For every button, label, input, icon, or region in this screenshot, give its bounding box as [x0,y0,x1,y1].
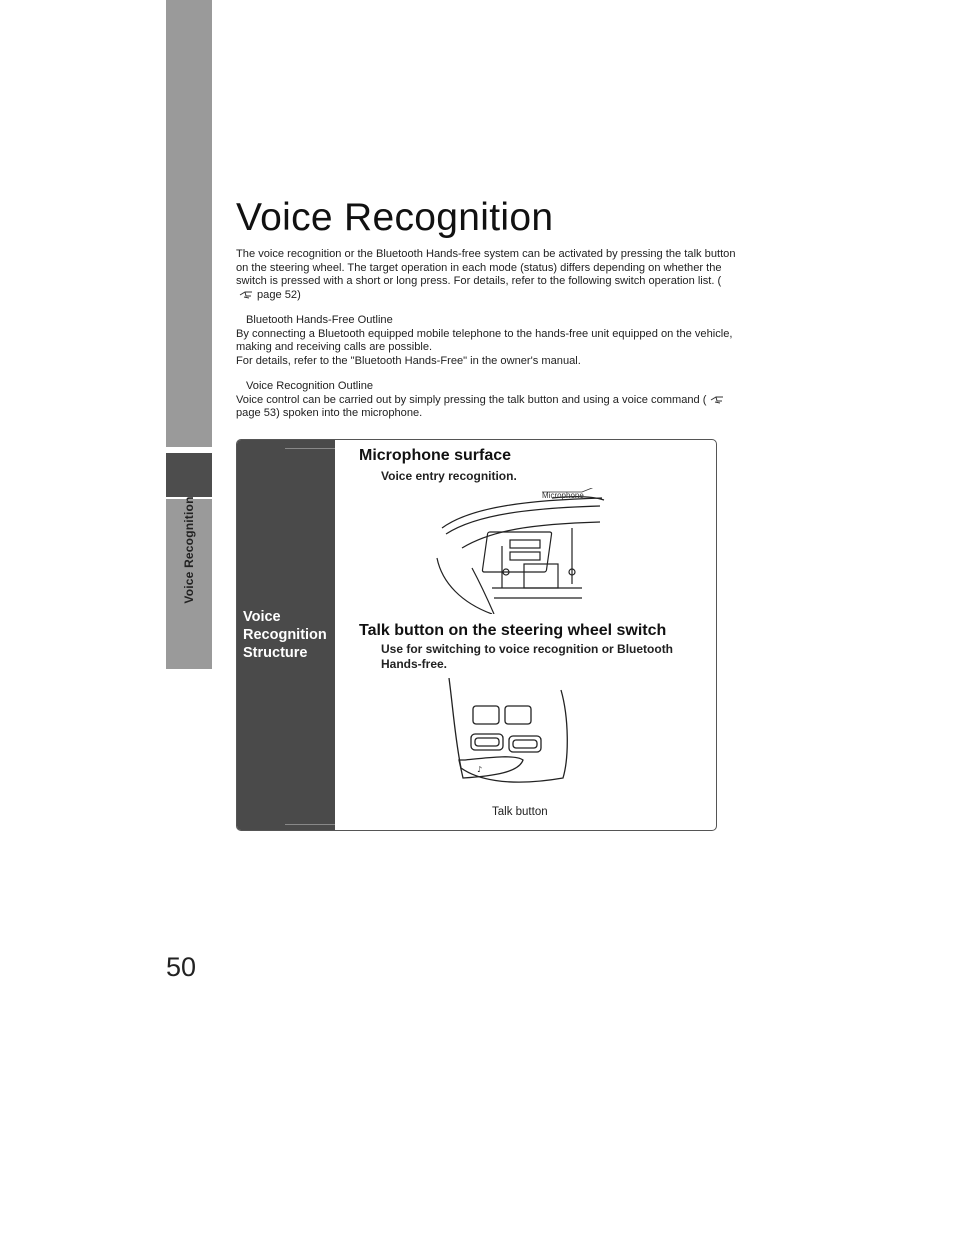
steering-wheel-switch-illustration [445,678,575,798]
talk-button-desc: Use for switching to voice recognition or Bluetooth Hands-free. [381,642,674,671]
svg-text:♪: ♪ [477,765,483,774]
page-ref-hand-icon [239,290,254,299]
panel-label: Voice Recognition Structure [243,609,327,661]
dashboard-microphone-illustration [432,488,612,614]
voice-outline-heading: Voice Recognition Outline [246,380,374,392]
side-tab-strip-top [166,0,212,447]
section-tab-label: Voice Recognition [182,496,196,604]
side-tab-active-marker [166,453,212,497]
bluetooth-text: By connecting a Bluetooth equipped mobile telephone to the hands-free unit equipped on the vehicle, making and receiving calls are possible. [236,327,733,353]
intro-page-ref[interactable]: page 52 [257,288,298,301]
microphone-surface-desc: Voice entry recognition. [381,469,517,483]
voice-recognition-structure-panel [236,439,717,831]
page-ref-hand-icon [710,395,725,404]
talk-button-title: Talk button on the steering wheel switch [359,622,667,639]
bluetooth-text-2: For details, refer to the "Bluetooth Hands-Free" in the owner's manual. [236,354,581,367]
talk-button-callout-label: Talk button [492,806,548,818]
intro-paragraph: The voice recognition or the Bluetooth Hands-free system can be activated by pressing the talk button on the steering wheel. The target operation in each mode (status) differs depending on whether the switch is pressed with a short or long press. For details, refer to the following switch operation list. (page 52) [236,248,736,301]
voice-outline-text: Voice control can be carried out by simply pressing the talk button and using a voice command ( [236,393,707,406]
voice-outline-section: Voice Recognition Outline Voice control can be carried out by simply pressing the talk button and using a voice command (page 53) spoken into the microphone. [236,380,736,421]
microphone-surface-title: Microphone surface [359,447,512,464]
microphone-callout-label: Microphone [542,491,584,500]
bluetooth-heading: Bluetooth Hands-Free Outline [246,314,393,326]
page-number: 50 [166,952,197,982]
bluetooth-section [236,314,736,368]
page-title: Voice Recognition [236,196,554,239]
panel-label-column [237,440,335,830]
voice-outline-page-ref[interactable]: page 53 [236,407,277,419]
intro-text: The voice recognition or the Bluetooth Hands-free system can be activated by pressing the talk button on the steering wheel. The target operation in each mode (status) differs depending on whether the switch is pressed with a short or long press. For details, refer to the following switch operation list. ( [236,248,736,287]
